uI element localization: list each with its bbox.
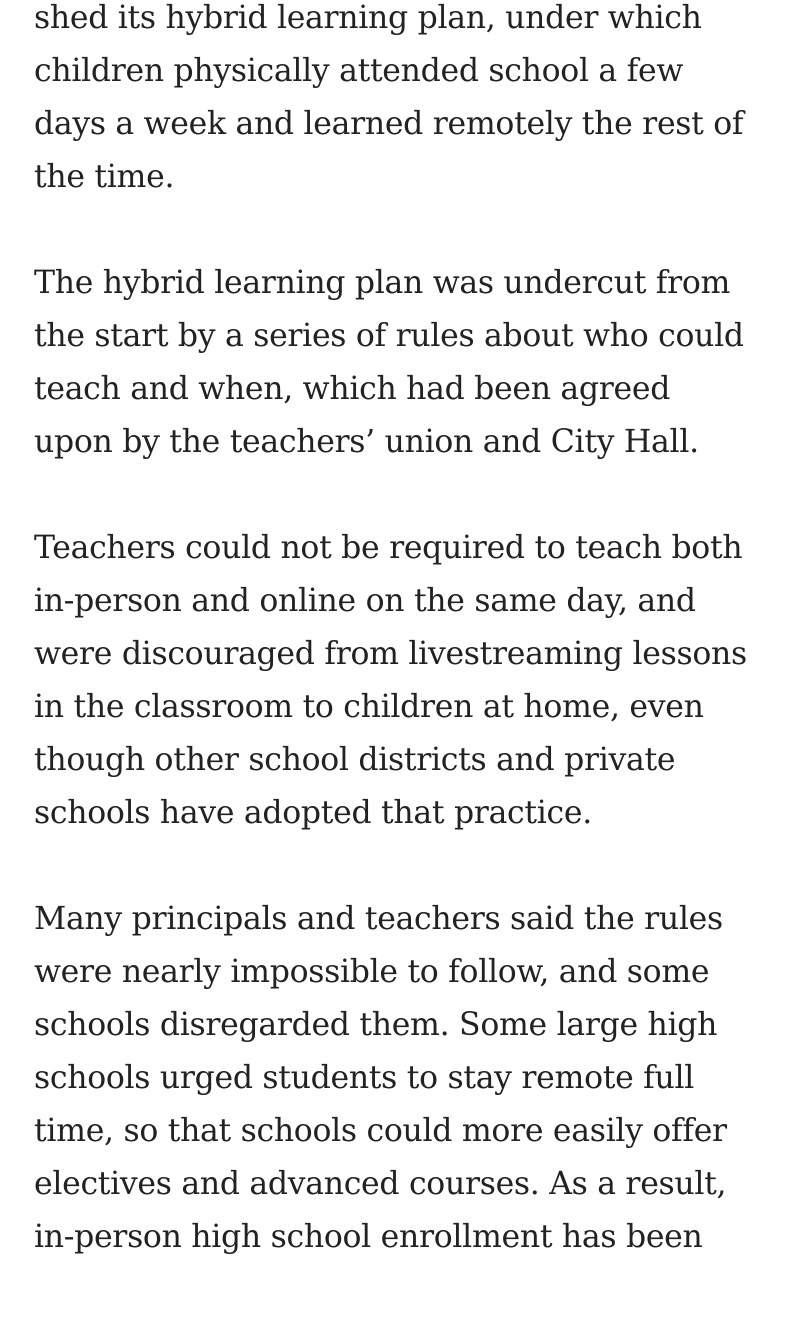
text-line: days a week and learned remotely the rest of <box>34 106 744 142</box>
text-line: Teachers could not be required to teach both <box>34 530 743 566</box>
text-line: in-person and online on the same day, and <box>34 583 696 619</box>
text-line: were discouraged from livestreaming lessons <box>34 636 747 672</box>
text-line: the time. <box>34 159 175 195</box>
text-line: schools have adopted that practice. <box>34 795 592 831</box>
text-line: time, so that schools could more easily offer <box>34 1113 727 1149</box>
paragraph-enrollment <box>34 893 786 1264</box>
text-line: schools urged students to stay remote full <box>34 1060 695 1096</box>
text-line: The hybrid learning plan was undercut from <box>34 265 731 301</box>
paragraph-rules-undercut <box>34 257 786 469</box>
text-line: teach and when, which had been agreed <box>34 371 671 407</box>
text-line: in the classroom to children at home, even <box>34 689 704 725</box>
text-line: schools disregarded them. Some large high <box>34 1007 718 1043</box>
text-line: though other school districts and private <box>34 742 676 778</box>
text-line: were nearly impossible to follow, and some <box>34 954 710 990</box>
text-line: Many principals and teachers said the rules <box>34 901 723 937</box>
article-body <box>34 0 786 1317</box>
paragraph-hybrid-plan <box>34 0 786 204</box>
text-line: electives and advanced courses. As a result, <box>34 1166 727 1202</box>
text-line: in-person high school enrollment has been <box>34 1219 703 1255</box>
text-line: shed its hybrid learning plan, under which <box>34 0 702 36</box>
paragraph-teaching-rules <box>34 522 786 840</box>
text-line: the start by a series of rules about who could <box>34 318 744 354</box>
text-line: children physically attended school a few <box>34 53 683 89</box>
text-line: upon by the teachers’ union and City Hall. <box>34 424 699 460</box>
